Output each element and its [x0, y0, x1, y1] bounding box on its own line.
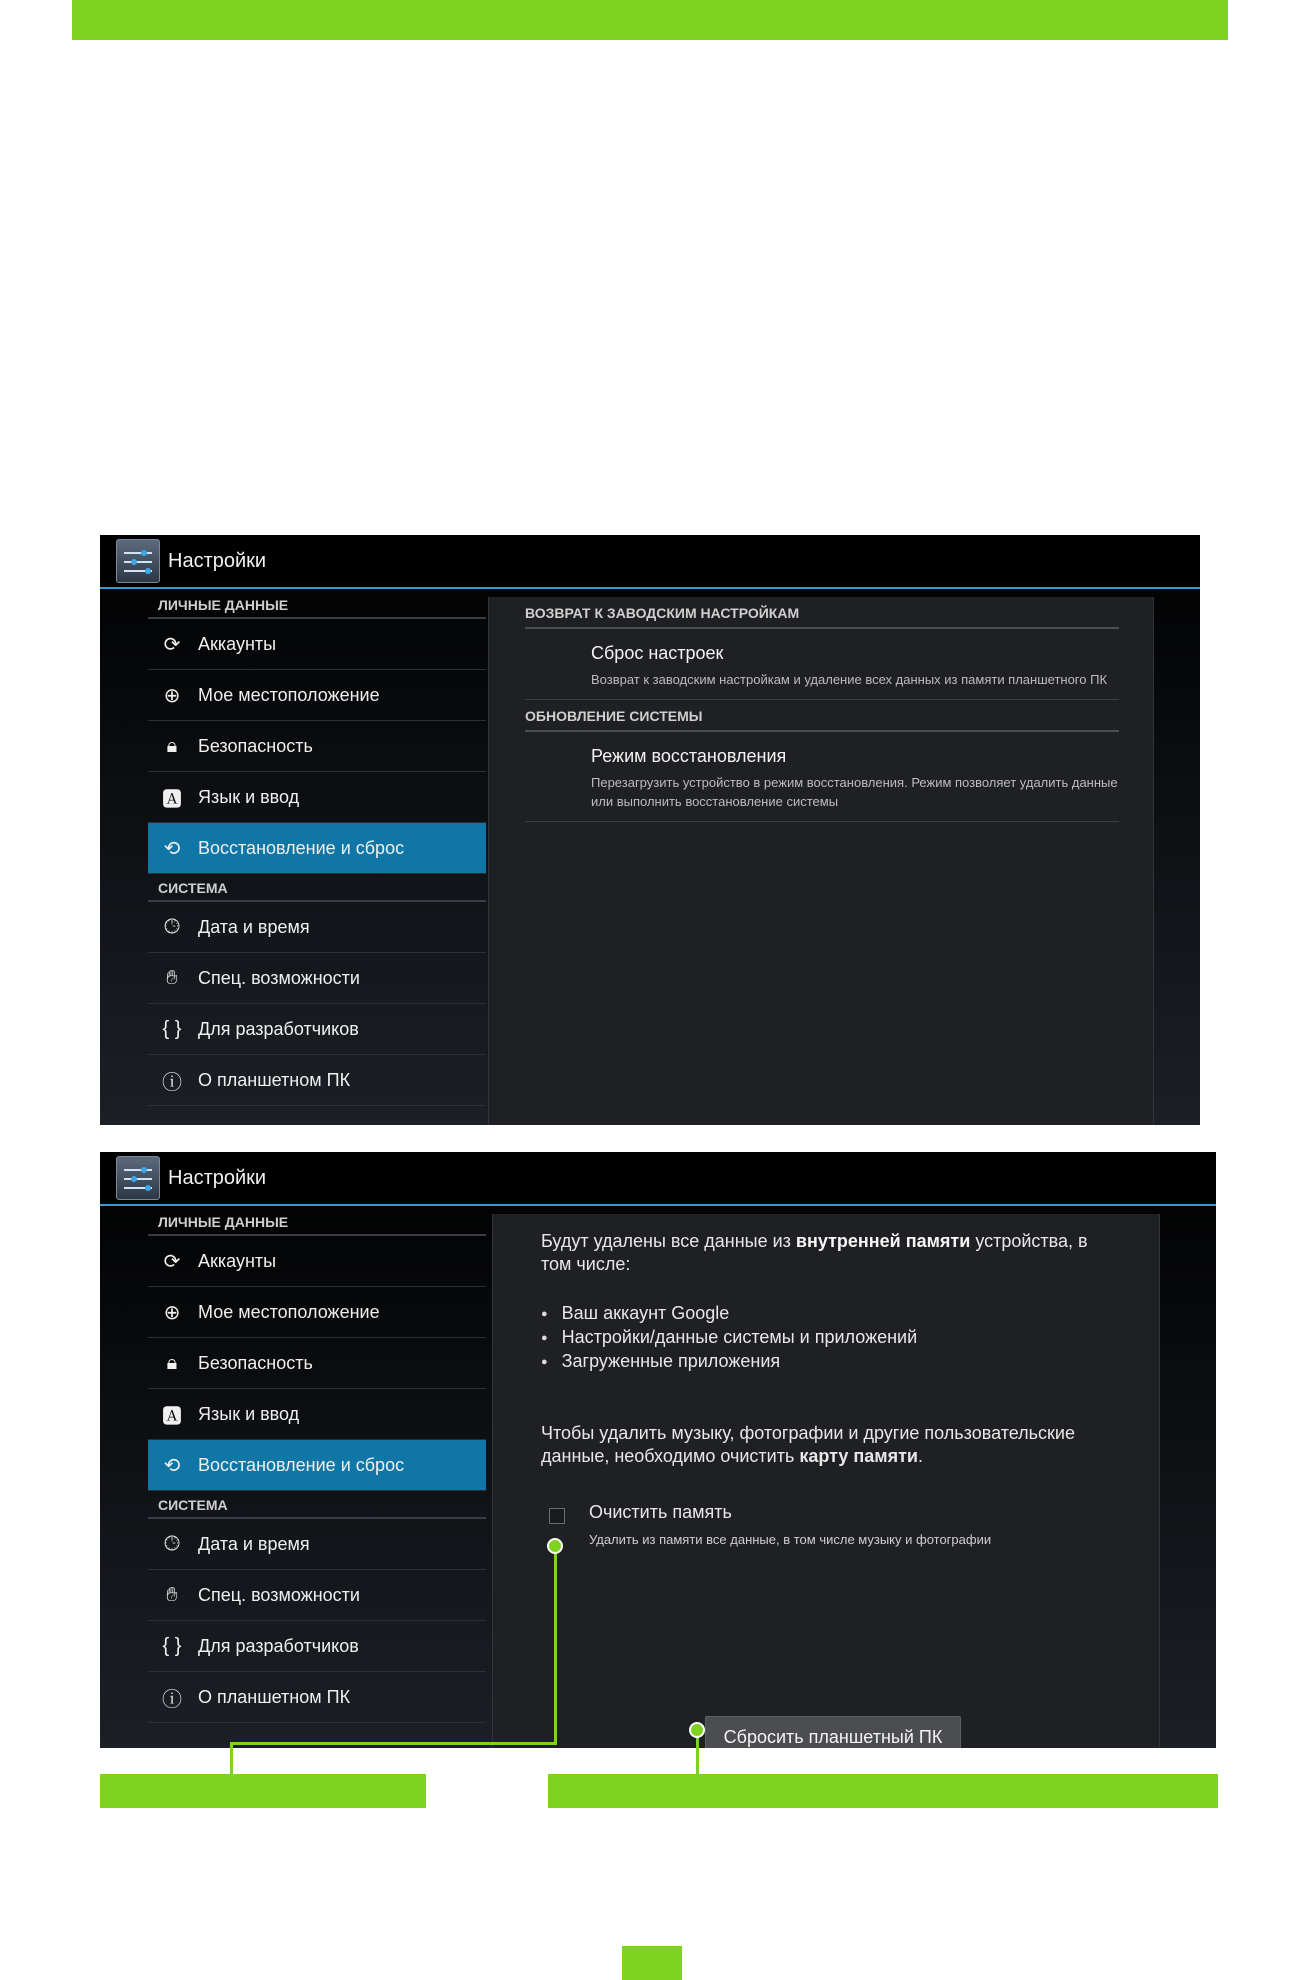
sidebar-item-location[interactable]: [148, 1287, 486, 1338]
callout-line-checkbox-h: [230, 1742, 557, 1745]
sidebar-item-label: Для разработчиков: [198, 1635, 359, 1656]
section-header-personal: ЛИЧНЫЕ ДАННЫЕ: [148, 1208, 486, 1236]
list-item: ● Настройки/данные системы и приложений: [541, 1326, 917, 1350]
sidebar-item-accessibility[interactable]: [148, 1570, 486, 1621]
sidebar-item-language[interactable]: [148, 772, 486, 823]
factory-reset-header: ВОЗВРАТ К ЗАВОДСКИМ НАСТРОЙКАМ: [525, 597, 1119, 629]
section-header-system: СИСТЕМА: [148, 874, 486, 902]
recovery-mode-desc: Перезагрузить устройство в режим восстановления. Режим позволяет удалить данные или выполнить восстановление системы: [591, 775, 1118, 809]
header-accent-bar: [72, 0, 1228, 40]
sidebar-item-label: Язык и ввод: [198, 786, 300, 807]
factory-reset-confirm-pane: [492, 1214, 1160, 1748]
sidebar-item-label: Дата и время: [198, 1533, 310, 1554]
location-icon: ⊕: [163, 684, 181, 707]
settings-sidebar: [148, 591, 486, 1106]
reset-content-pane: [488, 597, 1154, 1125]
braces-icon: { }: [162, 1634, 182, 1657]
sidebar-item-label: Спец. возможности: [198, 1584, 360, 1605]
keyboard-a-icon: 🅰︎: [162, 1405, 182, 1428]
callout-line-checkbox-v: [230, 1742, 233, 1776]
keyboard-a-icon: 🅰︎: [162, 788, 182, 811]
action-bar: [100, 1152, 1216, 1206]
sidebar-item-language[interactable]: [148, 1389, 486, 1440]
sidebar-item-date-time[interactable]: [148, 902, 486, 953]
wipe-items-list: [541, 1302, 917, 1374]
sidebar-item-accounts[interactable]: [148, 1236, 486, 1287]
sidebar-item-label: Восстановление и сброс: [198, 837, 405, 858]
sidebar-item-about[interactable]: [148, 1055, 486, 1106]
callout-label-checkbox: [100, 1774, 426, 1808]
recovery-mode-item[interactable]: [525, 732, 1119, 822]
lock-icon: 🔒︎: [166, 1351, 178, 1374]
restore-icon: ⟲: [163, 1454, 181, 1477]
hand-icon: ✋︎: [166, 966, 178, 989]
sidebar-item-label: Для разработчиков: [198, 1018, 359, 1039]
app-title: Настройки: [168, 1166, 267, 1189]
wipe-warning-text: Будут удалены все данные из внутренней памяти устройства, в том числе:: [541, 1231, 1088, 1274]
reset-tablet-button[interactable]: Сбросить планшетный ПК: [705, 1716, 961, 1748]
app-title: Настройки: [168, 549, 267, 572]
clock-icon: 🕒︎: [164, 915, 180, 938]
settings-sliders-icon[interactable]: [116, 539, 160, 583]
sidebar-item-label: Мое местоположение: [198, 684, 380, 705]
sidebar-item-backup-reset[interactable]: [148, 1440, 486, 1491]
sidebar-item-label: Мое местоположение: [198, 1301, 380, 1322]
sidebar-item-label: Аккаунты: [198, 633, 277, 654]
sync-icon: ⟳: [163, 1250, 181, 1273]
callout-dot-reset-button: [689, 1722, 705, 1738]
factory-reset-item[interactable]: [525, 629, 1119, 700]
info-icon: ⓘ: [162, 1688, 182, 1711]
hand-icon: ✋︎: [166, 1583, 178, 1606]
sidebar-item-label: Восстановление и сброс: [198, 1454, 405, 1475]
sync-icon: ⟳: [163, 633, 181, 656]
page-number-badge: [622, 1946, 682, 1980]
list-item: ● Ваш аккаунт Google: [541, 1302, 917, 1326]
sidebar-item-about[interactable]: [148, 1672, 486, 1723]
sidebar-item-developer[interactable]: [148, 1004, 486, 1055]
sidebar-item-backup-reset[interactable]: [148, 823, 486, 874]
sidebar-item-label: Язык и ввод: [198, 1403, 300, 1424]
erase-storage-checkbox[interactable]: [549, 1508, 565, 1524]
sidebar-item-security[interactable]: [148, 1338, 486, 1389]
restore-icon: ⟲: [163, 837, 181, 860]
settings-sliders-icon[interactable]: [116, 1156, 160, 1200]
sidebar-item-developer[interactable]: [148, 1621, 486, 1672]
list-item: ● Загруженные приложения: [541, 1350, 917, 1374]
callout-label-reset-button: [548, 1774, 1218, 1808]
recovery-mode-title: Режим восстановления: [591, 746, 787, 766]
callout-line-checkbox: [554, 1548, 557, 1744]
sd-card-note: Чтобы удалить музыку, фотографии и другие пользовательские данные, необходимо очистить карту памяти.: [541, 1423, 1075, 1466]
factory-reset-title: Сброс настроек: [591, 643, 724, 663]
braces-icon: { }: [162, 1017, 182, 1040]
sidebar-item-label: Спец. возможности: [198, 967, 360, 988]
sidebar-item-label: Дата и время: [198, 916, 310, 937]
erase-storage-label[interactable]: Очистить память: [589, 1502, 732, 1522]
sidebar-item-accessibility[interactable]: [148, 953, 486, 1004]
sidebar-item-label: Безопасность: [198, 1352, 313, 1373]
system-update-header: ОБНОВЛЕНИЕ СИСТЕМЫ: [525, 700, 1119, 732]
settings-screenshot-reset-menu: [100, 535, 1200, 1125]
section-header-personal: ЛИЧНЫЕ ДАННЫЕ: [148, 591, 486, 619]
location-icon: ⊕: [163, 1301, 181, 1324]
clock-icon: 🕒︎: [164, 1532, 180, 1555]
lock-icon: 🔒︎: [166, 734, 178, 757]
sidebar-item-label: О планшетном ПК: [198, 1686, 351, 1707]
settings-screenshot-factory-reset: [100, 1152, 1216, 1748]
sidebar-item-date-time[interactable]: [148, 1519, 486, 1570]
erase-storage-desc: Удалить из памяти все данные, в том числе музыку и фотографии: [589, 1532, 992, 1547]
sidebar-item-location[interactable]: [148, 670, 486, 721]
sidebar-item-security[interactable]: [148, 721, 486, 772]
info-icon: ⓘ: [162, 1071, 182, 1094]
sidebar-item-label: Безопасность: [198, 735, 313, 756]
sidebar-item-accounts[interactable]: [148, 619, 486, 670]
callout-dot-checkbox: [547, 1538, 563, 1554]
action-bar: [100, 535, 1200, 589]
sidebar-item-label: О планшетном ПК: [198, 1069, 351, 1090]
section-header-system: СИСТЕМА: [148, 1491, 486, 1519]
factory-reset-desc: Возврат к заводским настройкам и удаление всех данных из памяти планшетного ПК: [591, 672, 1108, 687]
sidebar-item-label: Аккаунты: [198, 1250, 277, 1271]
settings-sidebar: [148, 1208, 486, 1723]
